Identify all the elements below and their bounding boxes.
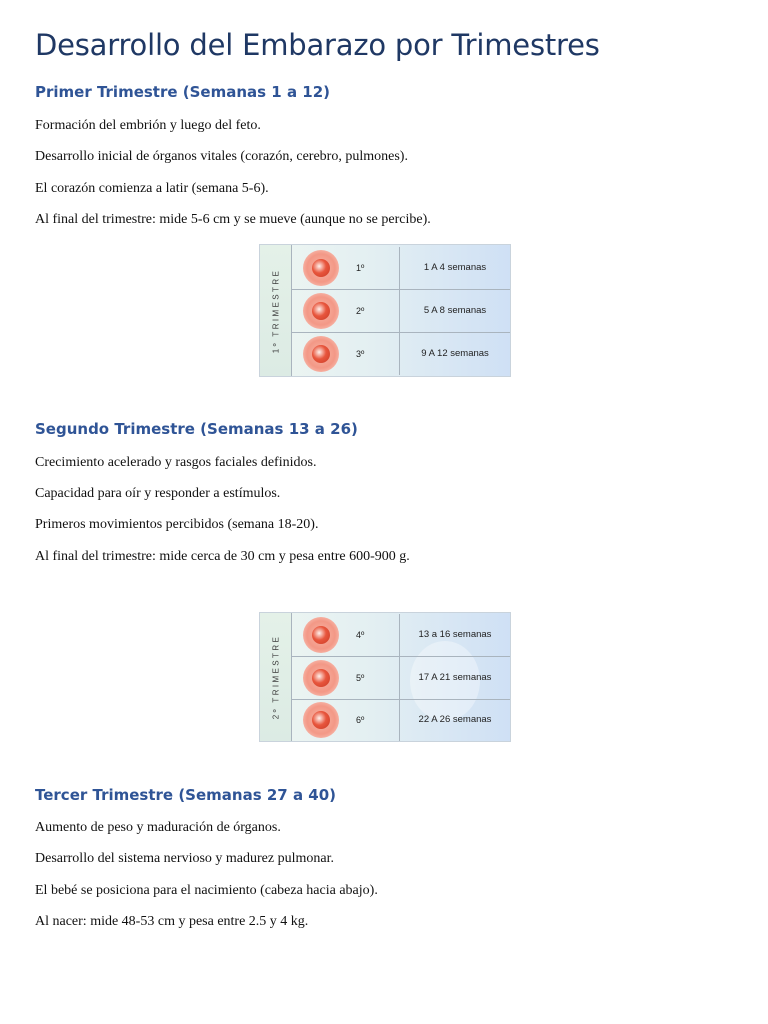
weeks-label: 9 A 12 semanas <box>421 348 489 359</box>
second-trimester-figure <box>259 612 511 742</box>
figure-side-label: 2º TRIMESTRE <box>271 634 280 720</box>
weeks-label: 5 A 8 semanas <box>423 305 487 316</box>
embryo-icon <box>303 293 339 329</box>
figure-side-label: 1º TRIMESTRE <box>271 268 280 353</box>
paragraph: Desarrollo del sistema nervioso y madurez pulmonar. <box>35 851 334 866</box>
embryo-icon <box>303 660 339 696</box>
paragraph: Crecimiento acelerado y rasgos faciales definidos. <box>35 455 317 470</box>
paragraph: Formación del embrión y luego del feto. <box>35 118 261 133</box>
section-heading-first-trimester: Primer Trimestre (Semanas 1 a 12) <box>35 83 331 101</box>
embryo-icon <box>303 702 339 738</box>
figure-row <box>291 699 510 741</box>
paragraph: Aumento de peso y maduración de órganos. <box>35 820 281 835</box>
figure-row <box>291 290 510 333</box>
weeks-label: 17 A 21 semanas <box>418 672 492 683</box>
month-label: 5º <box>356 673 365 683</box>
first-trimester-figure <box>259 244 511 377</box>
weeks-label: 13 a 16 semanas <box>418 629 492 640</box>
figure-row <box>291 614 510 657</box>
month-label: 1º <box>356 263 365 273</box>
weeks-label: 1 A 4 semanas <box>423 262 487 273</box>
paragraph: Al final del trimestre: mide 5-6 cm y se mueve (aunque no se percibe). <box>35 212 431 227</box>
month-label: 2º <box>356 306 365 316</box>
paragraph: El corazón comienza a latir (semana 5-6). <box>35 181 269 196</box>
section-heading-second-trimester: Segundo Trimestre (Semanas 13 a 26) <box>35 420 358 438</box>
figure-row <box>291 333 510 375</box>
paragraph: Al nacer: mide 48-53 cm y pesa entre 2.5 y 4 kg. <box>35 914 309 929</box>
month-label: 6º <box>356 715 365 725</box>
page-title: Desarrollo del Embarazo por Trimestres <box>35 28 600 62</box>
paragraph: Desarrollo inicial de órganos vitales (corazón, cerebro, pulmones). <box>35 149 408 164</box>
embryo-icon <box>303 336 339 372</box>
figure-side-label-box <box>260 245 292 376</box>
embryo-icon <box>303 617 339 653</box>
paragraph: Al final del trimestre: mide cerca de 30 cm y pesa entre 600-900 g. <box>35 549 410 564</box>
figure-row <box>291 657 510 700</box>
month-label: 3º <box>356 349 365 359</box>
month-label: 4º <box>356 630 365 640</box>
figure-side-label-box <box>260 613 292 741</box>
section-heading-third-trimester: Tercer Trimestre (Semanas 27 a 40) <box>35 786 337 804</box>
embryo-icon <box>303 250 339 286</box>
paragraph: Primeros movimientos percibidos (semana 18-20). <box>35 517 319 532</box>
paragraph: Capacidad para oír y responder a estímulos. <box>35 486 281 501</box>
weeks-label: 22 A 26 semanas <box>418 714 492 725</box>
figure-row <box>291 247 510 290</box>
paragraph: El bebé se posiciona para el nacimiento (cabeza hacia abajo). <box>35 883 378 898</box>
